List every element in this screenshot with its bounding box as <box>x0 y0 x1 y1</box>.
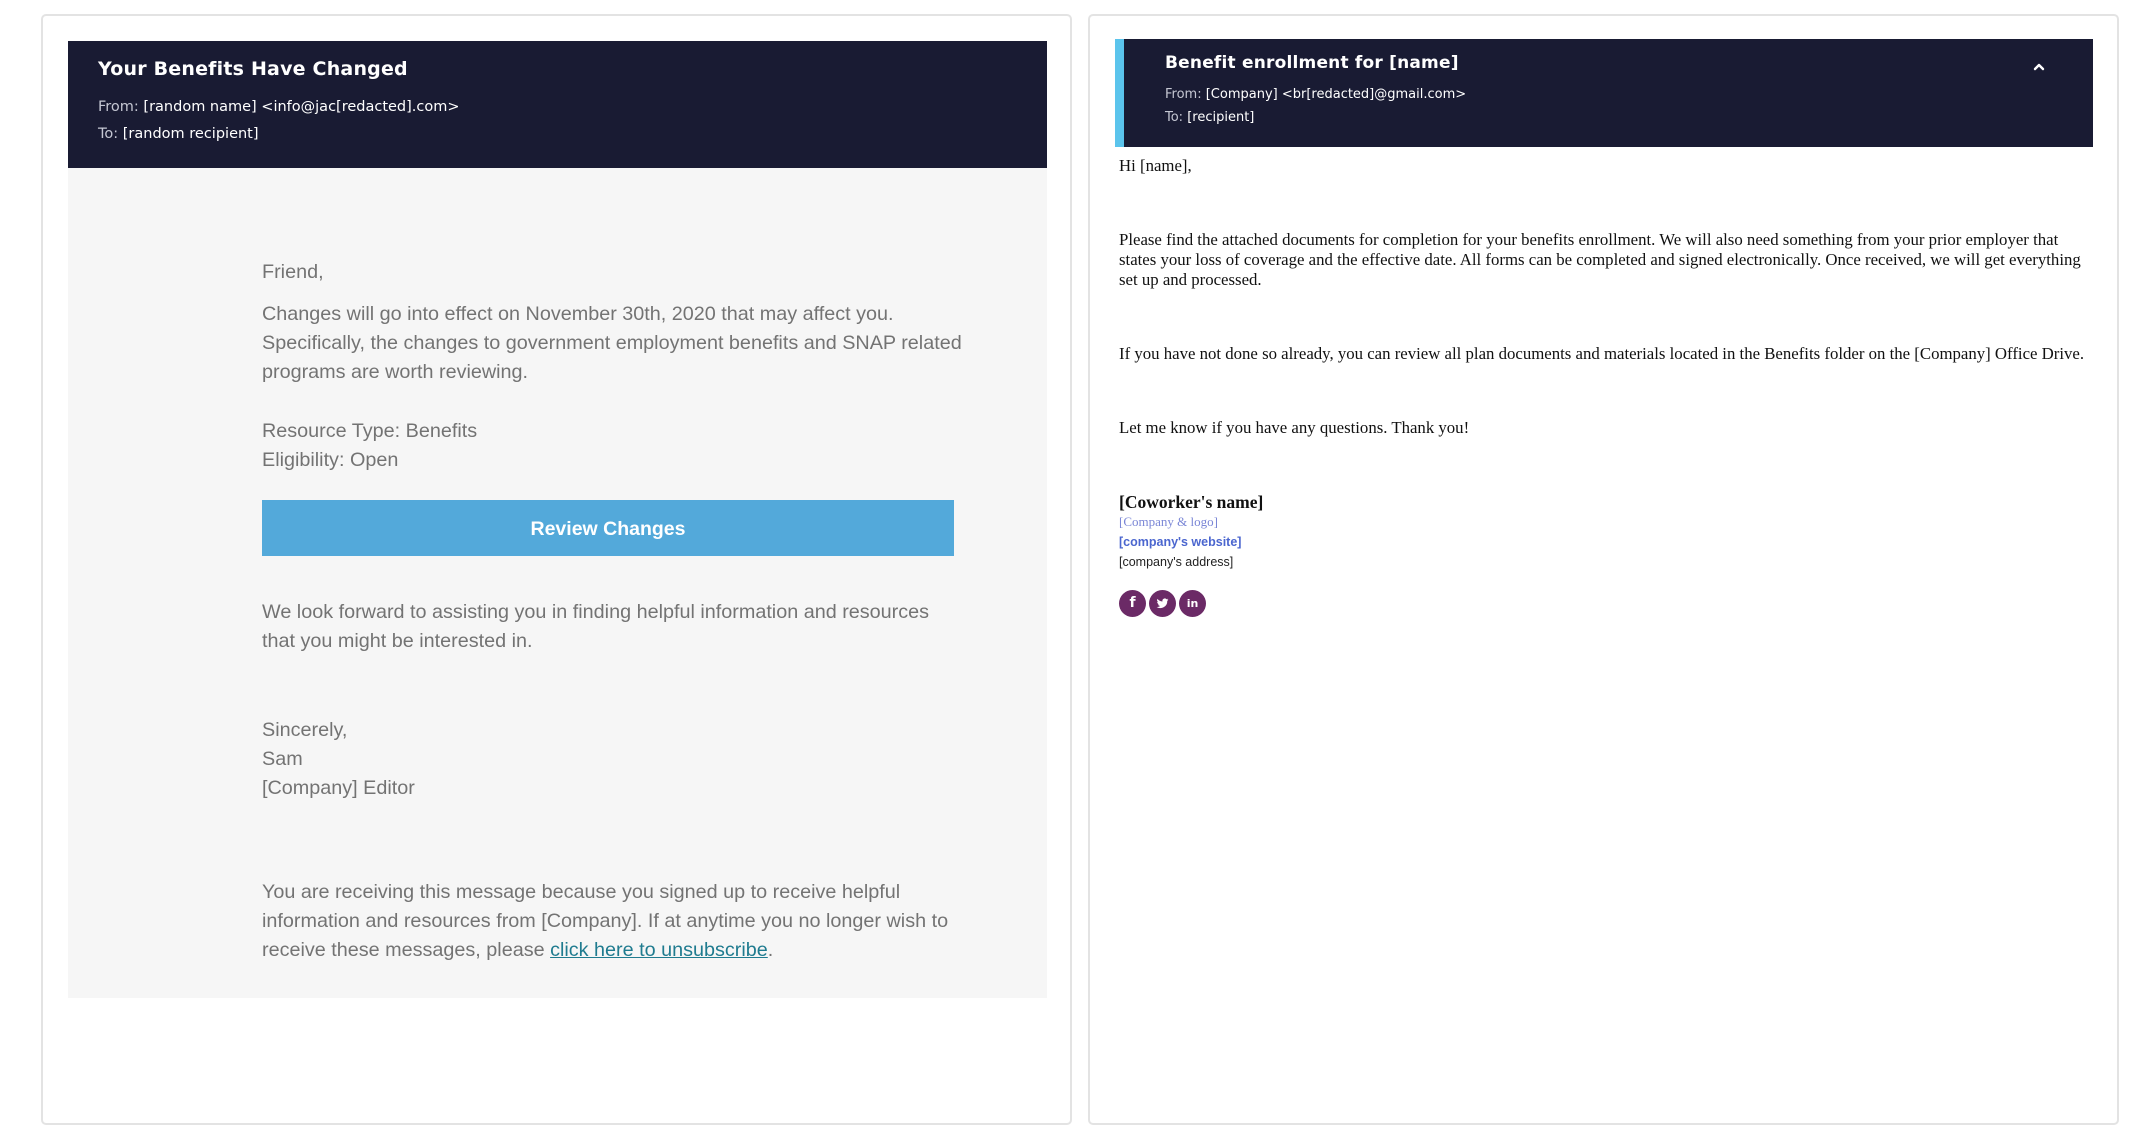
email-meta <box>1165 83 2093 129</box>
footer-text <box>262 878 962 965</box>
greeting: Friend, <box>262 261 324 283</box>
from-line <box>1165 83 2093 106</box>
review-changes-button[interactable]: Review Changes <box>262 500 954 556</box>
email-header <box>1115 39 2093 147</box>
facebook-icon[interactable]: f <box>1119 590 1146 617</box>
from-label: From: <box>1165 87 1202 102</box>
to-value: [recipient] <box>1187 110 1255 125</box>
footer-period: . <box>767 939 774 961</box>
email-subject: Your Benefits Have Changed <box>98 58 408 80</box>
to-label: To: <box>1165 110 1184 125</box>
closing: Sincerely, <box>262 719 348 741</box>
to-label: To: <box>98 126 119 142</box>
to-line <box>1165 106 2093 129</box>
from-value: [Company] <br[redacted]@gmail.com> <box>1205 87 1467 102</box>
signature-name: [Coworker's name] <box>1119 492 1264 512</box>
body-paragraph-2: If you have not done so already, you can review all plan documents and materials located in the Benefits folder on the [Company] Office Drive. <box>1119 344 2085 363</box>
body-paragraph-3: Let me know if you have any questions. Thank you! <box>1119 418 1470 437</box>
from-label: From: <box>98 99 139 115</box>
signer-title: [Company] Editor <box>262 777 415 799</box>
social-icons <box>1119 590 2089 617</box>
unsubscribe-link[interactable]: click here to unsubscribe <box>550 939 768 961</box>
email-meta <box>98 94 1047 148</box>
to-value: [random recipient] <box>122 126 259 142</box>
to-line <box>98 121 1047 148</box>
email-subject: Benefit enrollment for [name] <box>1165 53 1459 73</box>
greeting: Hi [name], <box>1119 156 1192 175</box>
footer-message: You are receiving this message because you signed up to receive helpful information and resources from [Company]. If at anytime you no longer wish to receive these messages, please <box>262 881 949 961</box>
linkedin-icon[interactable]: in <box>1179 590 1206 617</box>
twitter-icon[interactable] <box>1149 590 1176 617</box>
from-value: [random name] <info@jac[redacted].com> <box>143 99 460 115</box>
company-website-link[interactable]: [company's website] <box>1119 535 1242 549</box>
eligibility: Eligibility: Open <box>262 449 399 471</box>
email-body <box>68 168 1047 998</box>
body-paragraph-2: We look forward to assisting you in finding helpful information and resources that you might be interested in. <box>262 601 930 652</box>
signature-company: [Company & logo] <box>1119 514 1218 529</box>
body-paragraph: Please find the attached documents for completion for your benefits enrollment. We will also need something from your prior employer that states your loss of coverage and the effective date. All forms can be completed and signed electronically. Once received, we will get everything set up and processed. <box>1119 230 2081 289</box>
body-paragraph: Changes will go into effect on November 30th, 2020 that may affect you. Specifically, the changes to government employment benefits and SNAP related programs are worth reviewing. <box>262 303 962 383</box>
company-address: [company's address] <box>1119 555 1234 569</box>
email-body <box>1119 156 2089 617</box>
chevron-up-icon[interactable] <box>2029 57 2049 77</box>
email-header <box>68 41 1047 168</box>
email-preview-card-right <box>1088 14 2119 1125</box>
email-preview-card-left <box>41 14 1072 1125</box>
resource-type: Resource Type: Benefits <box>262 420 478 442</box>
signer-name: Sam <box>262 748 303 770</box>
from-line <box>98 94 1047 121</box>
